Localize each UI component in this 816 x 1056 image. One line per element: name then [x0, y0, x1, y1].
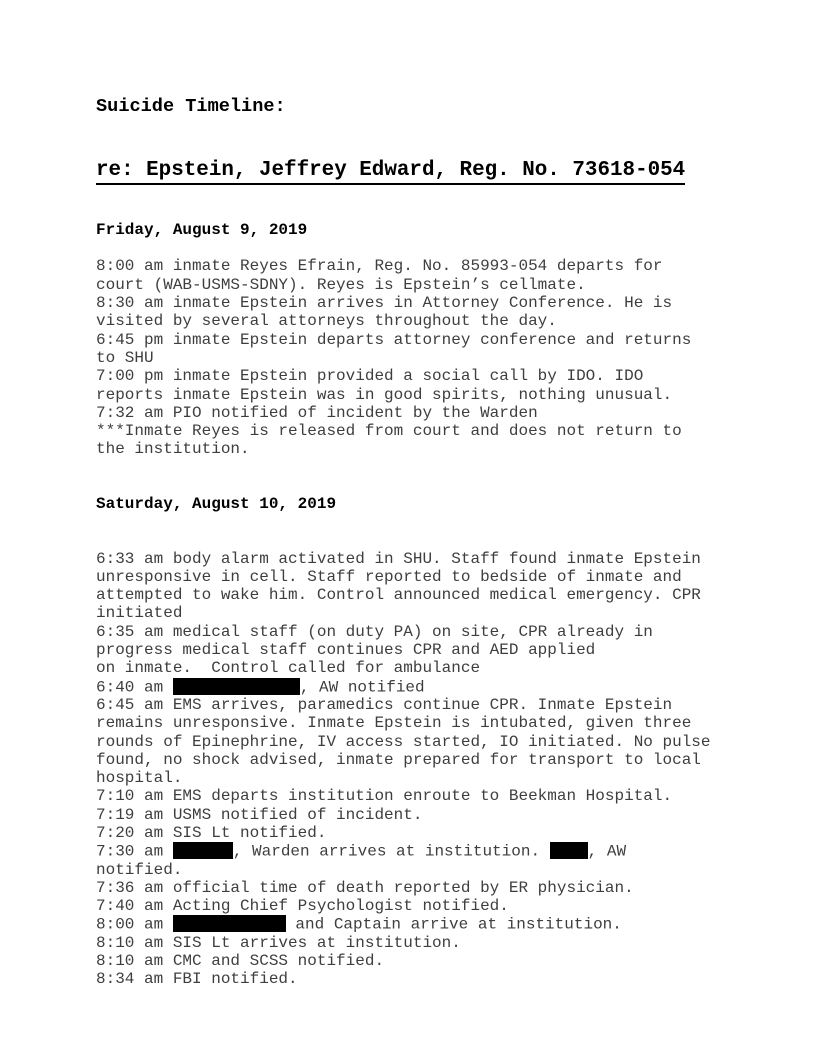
timeline-text: visited by several attorneys throughout the day. [96, 312, 557, 331]
document-content [96, 96, 744, 989]
section-date-heading-friday: Friday, August 9, 2019 [96, 220, 308, 239]
timeline-line [96, 422, 744, 440]
timeline-line [96, 934, 744, 952]
timeline-text: 6:35 am medical staff (on duty PA) on site, CPR already in [96, 622, 653, 641]
timeline-line [96, 276, 744, 294]
timeline-text: , AW notified [299, 678, 425, 697]
timeline-text: 8:00 am [96, 915, 173, 934]
timeline-text: attempted to wake him. Control announced medical emergency. CPR [96, 586, 701, 605]
timeline-text: 6:40 am [96, 678, 173, 697]
timeline-text: 7:40 am Acting Chief Psychologist notified. [96, 897, 509, 916]
timeline-line [96, 824, 744, 842]
redaction-box [173, 842, 233, 859]
timeline-line [96, 404, 744, 422]
timeline-line [96, 659, 744, 677]
timeline-line [96, 312, 744, 330]
document-subject-line: re: Epstein, Jeffrey Edward, Reg. No. 73618-054 [96, 159, 685, 185]
timeline-line [96, 550, 744, 568]
timeline-line [96, 897, 744, 915]
timeline-line [96, 952, 744, 970]
timeline-line [96, 769, 744, 787]
timeline-line [96, 915, 744, 933]
timeline-line [96, 861, 744, 879]
timeline-text: hospital. [96, 769, 183, 788]
timeline-text: 7:20 am SIS Lt notified. [96, 824, 327, 842]
document-title: Suicide Timeline: [96, 96, 286, 117]
timeline-text: , Warden arrives at institution. [232, 842, 550, 861]
timeline-text: 8:10 am SIS Lt arrives at institution. [96, 933, 461, 952]
section-date-heading-saturday: Saturday, August 10, 2019 [96, 494, 337, 513]
timeline-line [96, 806, 744, 824]
timeline-line [96, 970, 744, 988]
timeline-text: ***Inmate Reyes is released from court and does not return to [96, 422, 682, 441]
timeline-text: rounds of Epinephrine, IV access started, IO initiated. No pulse [96, 732, 711, 751]
timeline-section-friday [96, 257, 744, 458]
timeline-text: and Captain arrive at institution. [285, 915, 622, 934]
timeline-text: the institution. [96, 440, 250, 459]
timeline-line [96, 641, 744, 659]
timeline-text: 7:00 pm inmate Epstein provided a social call by IDO. IDO [96, 367, 644, 386]
timeline-line [96, 733, 744, 751]
timeline-line [96, 331, 744, 349]
timeline-line [96, 440, 744, 458]
timeline-text: unresponsive in cell. Staff reported to bedside of inmate and [96, 567, 682, 586]
timeline-line [96, 678, 744, 696]
timeline-line [96, 604, 744, 622]
timeline-text: progress medical staff continues CPR and AED applied [96, 641, 596, 660]
timeline-text: 6:33 am body alarm activated in SHU. Staff found inmate Epstein [96, 549, 701, 568]
redaction-box [550, 842, 588, 859]
timeline-text: notified. [96, 860, 183, 879]
timeline-text: , AW [587, 842, 627, 861]
timeline-text: 7:36 am official time of death reported by ER physician. [96, 878, 634, 897]
timeline-text: to SHU [96, 348, 154, 367]
timeline-text: 8:30 am inmate Epstein arrives in Attorney Conference. He is [96, 294, 673, 313]
timeline-line [96, 787, 744, 805]
timeline-text: initiated [96, 604, 183, 623]
timeline-line [96, 349, 744, 367]
timeline-line [96, 696, 744, 714]
timeline-section-saturday [96, 550, 744, 989]
timeline-line [96, 257, 744, 275]
timeline-text: 8:34 am FBI notified. [96, 970, 298, 989]
timeline-line [96, 568, 744, 586]
timeline-text: 7:32 am PIO notified of incident by the Warden [96, 403, 538, 422]
timeline-text: on inmate. Control called for ambulance [96, 659, 481, 678]
timeline-line [96, 386, 744, 404]
subject-line-wrap [96, 142, 744, 203]
timeline-line [96, 879, 744, 897]
timeline-text: remains unresponsive. Inmate Epstein is intubated, given three [96, 714, 692, 733]
timeline-line [96, 367, 744, 385]
timeline-line [96, 751, 744, 769]
timeline-text: reports inmate Epstein was in good spirits, nothing unusual. [96, 385, 673, 404]
timeline-text: found, no shock advised, inmate prepared for transport to local [96, 750, 701, 769]
timeline-line [96, 714, 744, 732]
timeline-line [96, 623, 744, 641]
timeline-text: 6:45 am EMS arrives, paramedics continue CPR. Inmate Epstein [96, 695, 673, 714]
redaction-box [173, 678, 300, 695]
timeline-text: court (WAB-USMS-SDNY). Reyes is Epstein’s cellmate. [96, 275, 586, 294]
timeline-text: 8:00 am inmate Reyes Efrain, Reg. No. 85993-054 departs for [96, 257, 663, 276]
timeline-text: 6:45 pm inmate Epstein departs attorney conference and returns [96, 330, 692, 349]
timeline-text: 7:10 am EMS departs institution enroute to Beekman Hospital. [96, 787, 673, 806]
timeline-text: 7:30 am [96, 842, 173, 861]
timeline-text: 7:19 am USMS notified of incident. [96, 805, 423, 824]
timeline-line [96, 294, 744, 312]
redaction-box [173, 915, 286, 932]
timeline-line [96, 586, 744, 604]
timeline-line [96, 842, 744, 860]
timeline-text: 8:10 am CMC and SCSS notified. [96, 952, 385, 971]
